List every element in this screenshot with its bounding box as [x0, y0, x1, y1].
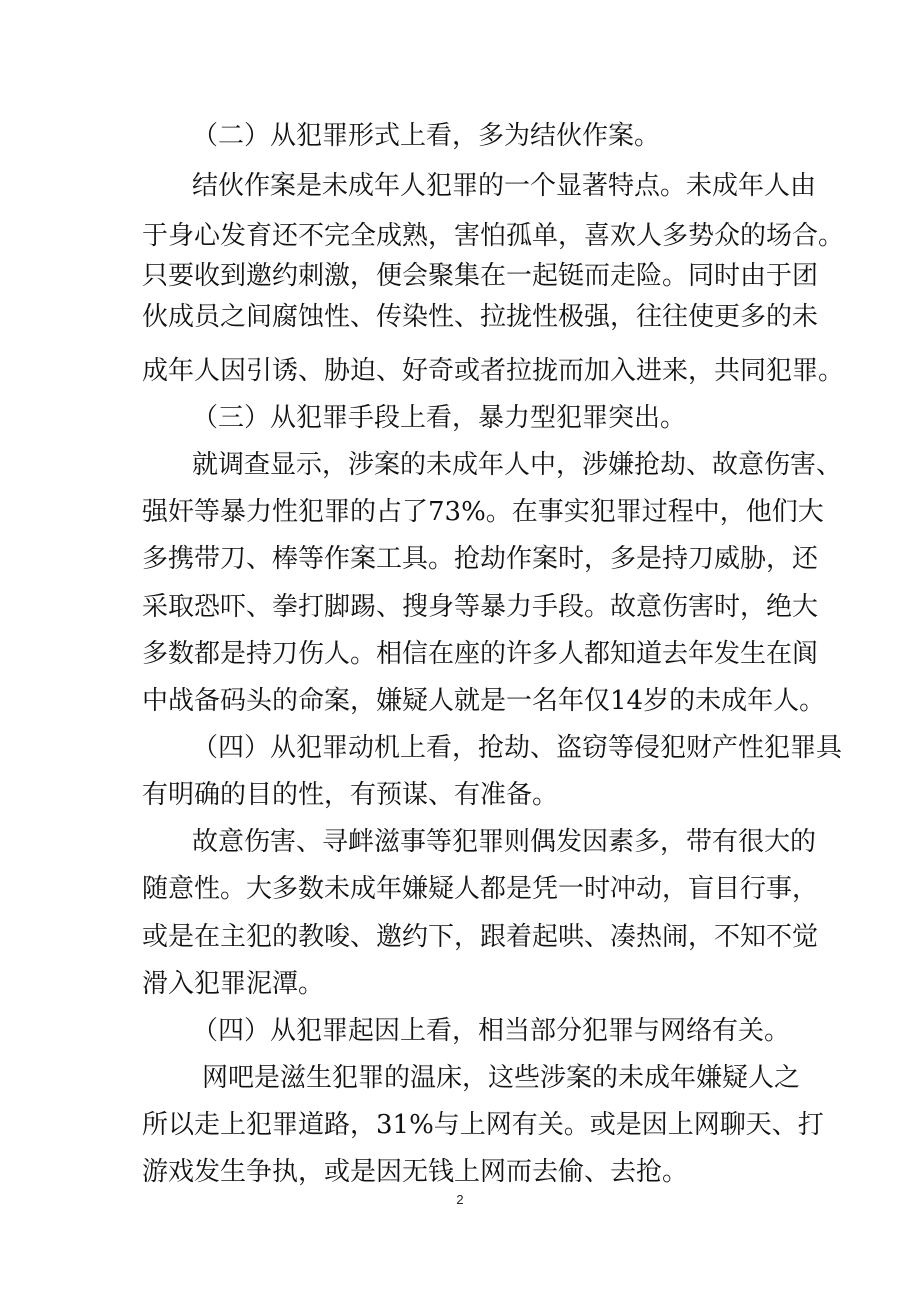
- paragraph-line: 随意性。大多数未成年嫌疑人都是凭一时冲动，盲目行事，: [142, 874, 819, 904]
- paragraph-line: 伙成员之间腐蚀性、传染性、拉拢性极强，往往使更多的未: [142, 302, 819, 332]
- paragraph-line: 故意伤害、寻衅滋事等犯罪则偶发因素多，带有很大的: [192, 827, 817, 857]
- section-heading-3: （三）从犯罪手段上看，暴力型犯罪突出。: [192, 403, 687, 433]
- paragraph-line: 游戏发生争执，或是因无钱上网而去偷、去抢。: [142, 1157, 689, 1187]
- section-heading-2: （二）从犯罪形式上看，多为结伙作案。: [192, 121, 661, 151]
- paragraph-line: 采取恐吓、拳打脚踢、搜身等暴力手段。故意伤害时，绝大: [142, 592, 819, 622]
- paragraph-line: 多携带刀、棒等作案工具。抢劫作案时，多是持刀威胁，还: [142, 544, 819, 574]
- paragraph-line: 所以走上犯罪道路，31%与上网有关。或是因上网聊天、打: [142, 1110, 824, 1140]
- paragraph-line: 中战备码头的命案，嫌疑人就是一名年仅14岁的未成年人。: [142, 686, 826, 716]
- paragraph-line: 就调查显示，涉案的未成年人中，涉嫌抢劫、故意伤害、: [192, 450, 843, 480]
- section-heading-4b: （四）从犯罪起因上看，相当部分犯罪与网络有关。: [192, 1016, 791, 1046]
- paragraph-line: 有明确的目的性，有预谋、有准备。: [142, 780, 559, 810]
- paragraph-line: 强奸等暴力性犯罪的占了73%。在事实犯罪过程中，他们大: [142, 497, 824, 527]
- paragraph-line: 结伙作案是未成年人犯罪的一个显著特点。未成年人由: [192, 171, 817, 201]
- paragraph-line: 于身心发育还不完全成熟，害怕孤单，喜欢人多势众的场合。: [142, 221, 845, 251]
- paragraph-line: 滑入犯罪泥潭。: [142, 969, 325, 999]
- page-number: 2: [456, 1192, 464, 1207]
- paragraph-line: 只要收到邀约刺激，便会聚集在一起铤而走险。同时由于团: [142, 261, 819, 291]
- paragraph-line: 多数都是持刀伤人。相信在座的许多人都知道去年发生在阆: [142, 639, 819, 669]
- paragraph-line: 成年人因引诱、胁迫、好奇或者拉拢而加入进来，共同犯罪。: [142, 356, 845, 386]
- paragraph-line: 网吧是滋生犯罪的温床，这些涉案的未成年嫌疑人之: [202, 1063, 801, 1093]
- section-heading-4: （四）从犯罪动机上看，抢劫、盗窃等侵犯财产性犯罪具: [192, 733, 843, 763]
- paragraph-line: 或是在主犯的教唆、邀约下，跟着起哄、凑热闹，不知不觉: [142, 922, 819, 952]
